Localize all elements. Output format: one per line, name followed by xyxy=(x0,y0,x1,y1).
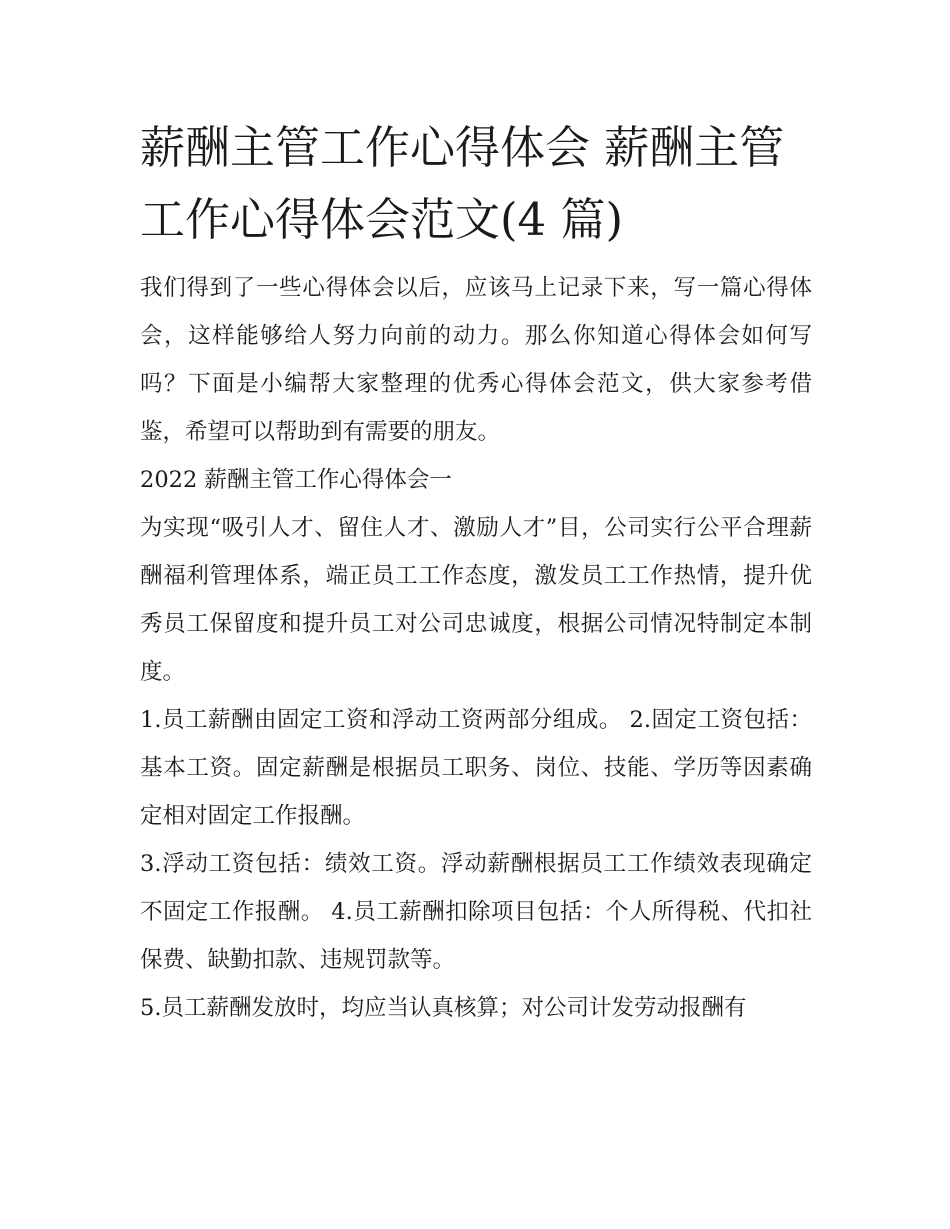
section-heading: 2022 薪酬主管工作心得体会一 xyxy=(140,467,452,493)
document-title: 薪酬主管工作心得体会 薪酬主管工作心得体会范文(4 篇) xyxy=(140,121,785,246)
intro-paragraph: 我们得到了一些心得体会以后，应该马上记录下来，写一篇心得体会，这样能够给人努力向前的动力。那么你知道心得体会如何写吗？下面是小编帮大家整理的优秀心得体会范文，供大家参考借鉴，希望可以帮助到有需要的朋友。 xyxy=(140,275,812,445)
document-body xyxy=(140,112,812,1032)
paragraph: 3.浮动工资包括：绩效工资。浮动薪酬根据员工工作绩效表现确定不固定工作报酬。 4.员工薪酬扣除项目包括：个人所得税、代扣社保费、缺勤扣款、违规罚款等。 xyxy=(140,851,812,973)
paragraph: 5.员工薪酬发放时，均应当认真核算；对公司计发劳动报酬有 xyxy=(140,995,747,1021)
paragraph: 1.员工薪酬由固定工资和浮动工资两部分组成。 2.固定工资包括：基本工资。固定薪酬是根据员工职务、岗位、技能、学历等因素确定相对固定工作报酬。 xyxy=(140,707,812,829)
paragraph: 为实现“吸引人才、留住人才、激励人才”目，公司实行公平合理薪酬福利管理体系，端正员工工作态度，激发员工工作热情，提升优秀员工保留度和提升员工对公司忠诚度，根据公司情况特制定本制度。 xyxy=(140,515,812,685)
